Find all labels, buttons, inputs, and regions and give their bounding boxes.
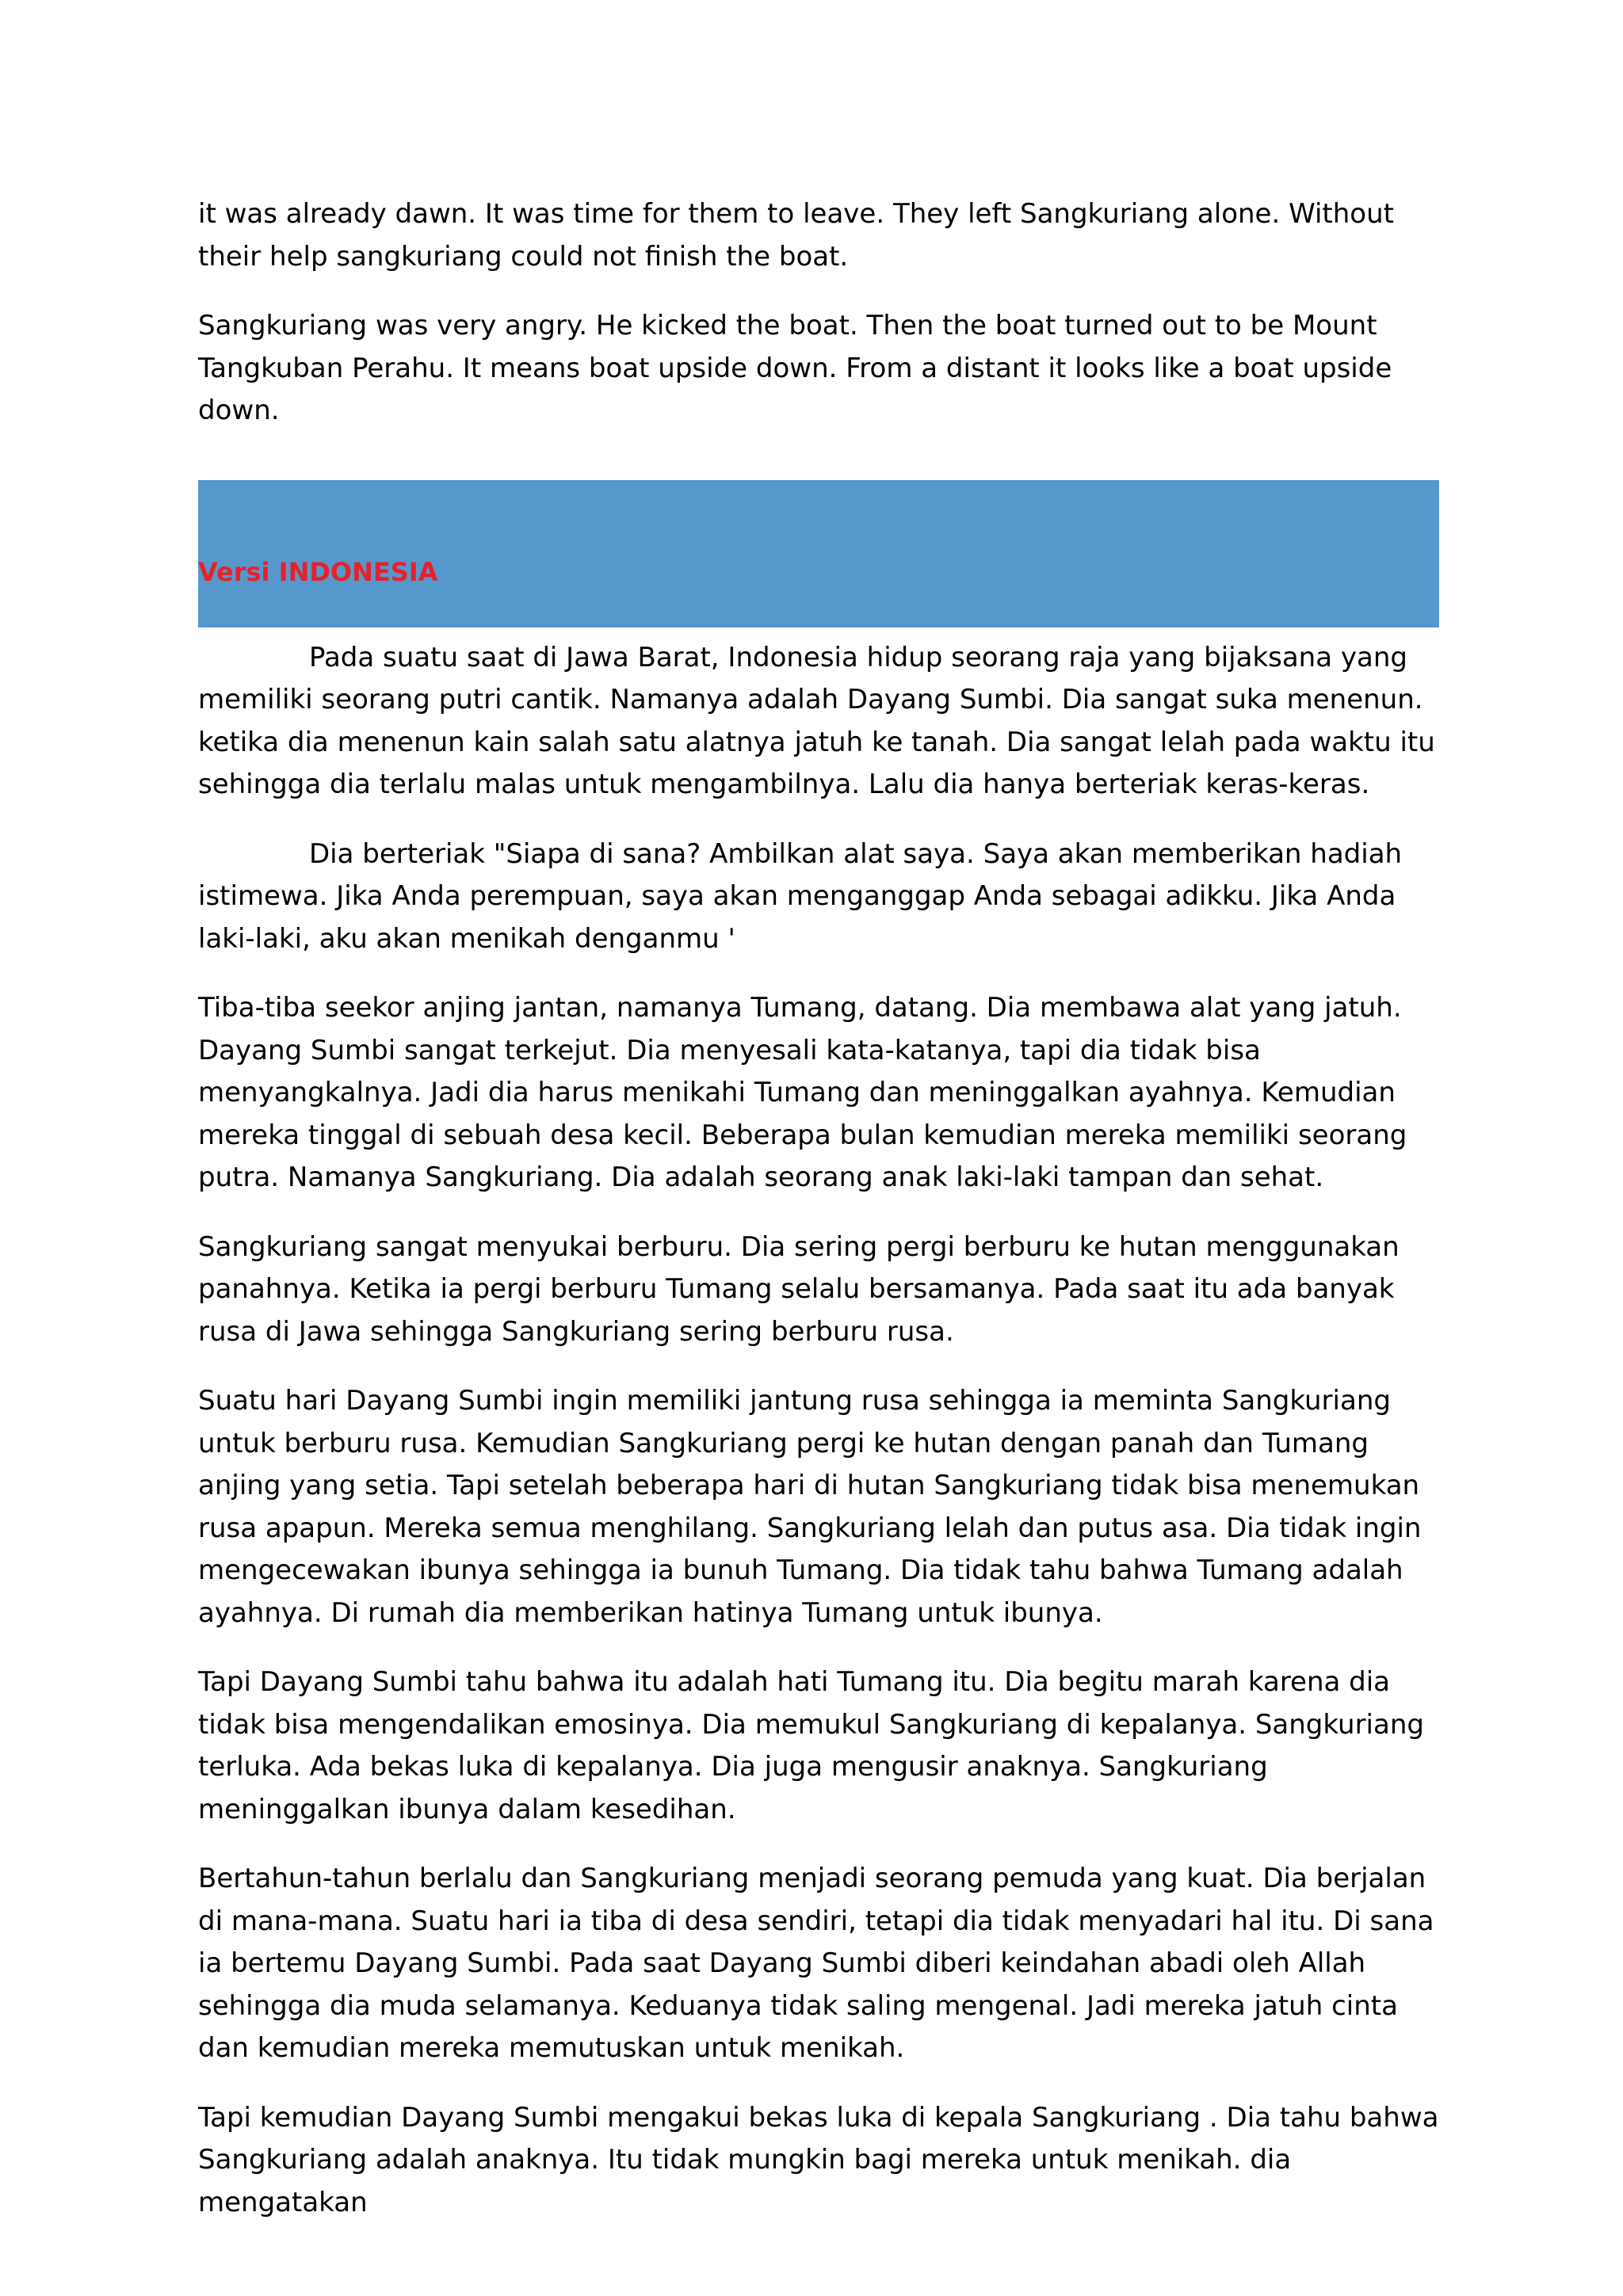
section-heading: Versi INDONESIA (198, 556, 438, 587)
indonesia-paragraph-4: Sangkuriang sangat menyukai berburu. Dia sering pergi berburu ke hutan menggunakan panahnya. Ketika ia pergi berburu Tumang selalu bersamanya. Pada saat itu ada banyak rusa di Jawa sehingga Sangkuriang sering berburu rusa. (198, 1230, 1400, 1348)
section-heading-band (198, 480, 1439, 627)
indonesia-paragraph-6: Tapi Dayang Sumbi tahu bahwa itu adalah hati Tumang itu. Dia begitu marah karena dia tidak bisa mengendalikan emosinya. Dia memukul Sangkuriang di kepalanya. Sangkuriang terluka. Ada bekas luka di kepalanya. Dia juga mengusir anaknya. Sangkuriang meninggalkan ibunya dalam kesedihan. (198, 1666, 1424, 1825)
document-page (198, 193, 1439, 2251)
english-paragraph-2: Sangkuriang was very angry. He kicked the boat. Then the boat turned out to be Mount Tangkuban Perahu. It means boat upside down. From a distant it looks like a boat upside down. (198, 310, 1392, 426)
indonesia-paragraph-7: Bertahun-tahun berlalu dan Sangkuriang menjadi seorang pemuda yang kuat. Dia berjalan di mana-mana. Suatu hari ia tiba di desa sendiri, tetapi dia tidak menyadari hal itu. Di sana ia bertemu Dayang Sumbi. Pada saat Dayang Sumbi diberi keindahan abadi oleh Allah sehingga dia muda selamanya. Keduanya tidak saling mengenal. Jadi mereka jatuh cinta dan kemudian mereka memutuskan untuk menikah. (198, 1863, 1434, 2064)
indonesia-paragraph-1: Pada suatu saat di Jawa Barat, Indonesia hidup seorang raja yang bijaksana yang memiliki seorang putri cantik. Namanya adalah Dayang Sumbi. Dia sangat suka menenun. ketika dia menenun kain salah satu alatnya jatuh ke tanah. Dia sangat lelah pada waktu itu sehingga dia terlalu malas untuk mengambilnya. Lalu dia hanya berteriak keras-keras. (198, 641, 1435, 800)
indonesia-paragraph-3: Tiba-tiba seekor anjing jantan, namanya Tumang, datang. Dia membawa alat yang jatuh. Dayang Sumbi sangat terkejut. Dia menyesali kata-katanya, tapi dia tidak bisa menyangkalnya. Jadi dia harus menikahi Tumang dan meninggalkan ayahnya. Kemudian mereka tinggal di sebuah desa kecil. Beberapa bulan kemudian mereka memiliki seorang putra. Namanya Sangkuriang. Dia adalah seorang anak laki-laki tampan dan sehat. (198, 992, 1407, 1193)
indonesia-paragraph-8: Tapi kemudian Dayang Sumbi mengakui bekas luka di kepala Sangkuriang . Dia tahu bahwa Sangkuriang adalah anaknya. Itu tidak mungkin bagi mereka untuk menikah. dia mengatakan (198, 2101, 1439, 2218)
english-paragraph-1: it was already dawn. It was time for them to leave. They left Sangkuriang alone. Without their help sangkuriang could not finish the boat. (198, 198, 1394, 273)
indonesia-paragraph-5: Suatu hari Dayang Sumbi ingin memiliki jantung rusa sehingga ia meminta Sangkuriang untuk berburu rusa. Kemudian Sangkuriang pergi ke hutan dengan panah dan Tumang anjing yang setia. Tapi setelah beberapa hari di hutan Sangkuriang tidak bisa menemukan rusa apapun. Mereka semua menghilang. Sangkuriang lelah dan putus asa. Dia tidak ingin mengecewakan ibunya sehingga ia bunuh Tumang. Dia tidak tahu bahwa Tumang adalah ayahnya. Di rumah dia memberikan hatinya Tumang untuk ibunya. (198, 1385, 1422, 1629)
indonesia-paragraph-2: Dia berteriak "Siapa di sana? Ambilkan alat saya. Saya akan memberikan hadiah istimewa. Jika Anda perempuan, saya akan menganggap Anda sebagai adikku. Jika Anda laki-laki, aku akan menikah denganmu ' (198, 837, 1403, 955)
